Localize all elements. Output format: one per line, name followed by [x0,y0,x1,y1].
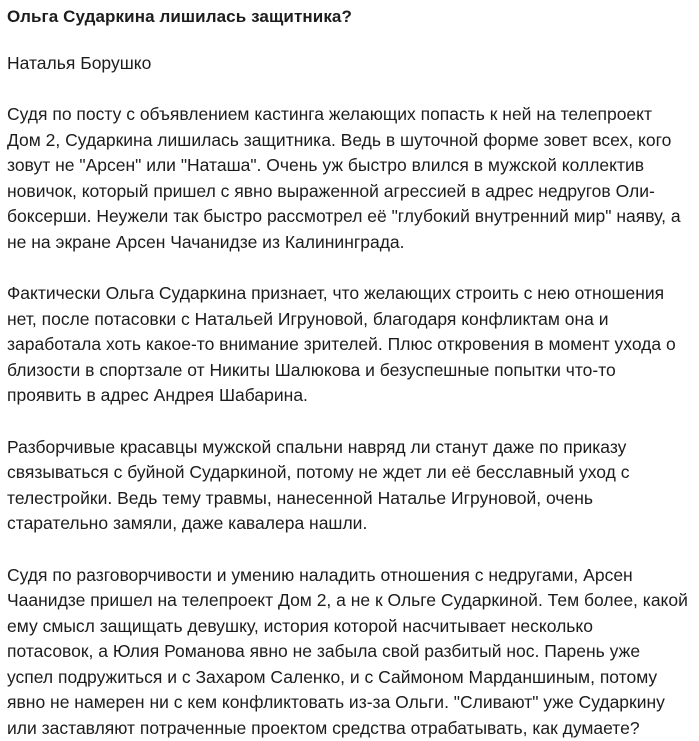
text-line: телестройки. Ведь тему травмы, нанесенной Наталье Игруновой, очень [7,486,693,512]
article-title: Ольга Сударкина лишилась защитника? [7,4,693,30]
paragraph-1 [7,102,693,255]
paragraph-2 [7,281,693,409]
text-line: или заставляют потраченные проектом средства отрабатывать, как думаете? [7,716,693,741]
paragraph-3 [7,435,693,537]
text-line: Судя по разговорчивости и умению наладить отношения с недругами, Арсен [7,563,693,589]
text-line: явно не намерен ни с кем конфликтовать из-за Ольги. "Сливают" уже Сударкину [7,690,693,716]
text-line: Фактически Ольга Сударкина признает, что желающих строить с нею отношения [7,281,693,307]
text-line: Чаанидзе пришел на телепроект Дом 2, а не к Ольге Сударкиной. Тем более, какой [7,588,693,614]
text-line: проявить в адрес Андрея Шабарина. [7,383,693,409]
text-line: нет, после потасовки с Натальей Игруновой, благодаря конфликтам она и [7,307,693,333]
text-line: зовут не "Арсен" или "Наташа". Очень уж быстро влился в мужской коллектив [7,153,693,179]
text-line: старательно замяли, даже кавалера нашли. [7,511,693,537]
text-line: потасовок, а Юлия Романова явно не забыла свой разбитый нос. Парень уже [7,639,693,665]
text-line: Дом 2, Сударкина лишилась защитника. Ведь в шуточной форме зовет всех, кого [7,128,693,154]
text-line: не на экране Арсен Чачанидзе из Калининграда. [7,230,693,256]
text-line: боксерши. Неужели так быстро рассмотрел её "глубокий внутренний мир" наяву, а [7,204,693,230]
text-line: новичок, который пришел с явно выраженной агрессией в адрес недругов Оли- [7,179,693,205]
text-line: успел подружиться и с Захаром Саленко, и с Саймоном Марданшиным, потому [7,665,693,691]
text-line: Судя по посту с объявлением кастинга желающих попасть к ней на телепроект [7,102,693,128]
text-line: ему смысл защищать девушку, история которой насчитывает несколько [7,614,693,640]
text-line: связываться с буйной Сударкиной, потому не ждет ли её бесславный уход с [7,460,693,486]
text-line: заработала хоть какое-то внимание зрителей. Плюс откровения в момент ухода о [7,332,693,358]
paragraph-4 [7,563,693,741]
article-author: Наталья Борушко [7,50,693,76]
text-line: Разборчивые красавцы мужской спальни навряд ли станут даже по приказу [7,435,693,461]
text-line: близости в спортзале от Никиты Шалюкова и безуспешные попытки что-то [7,358,693,384]
